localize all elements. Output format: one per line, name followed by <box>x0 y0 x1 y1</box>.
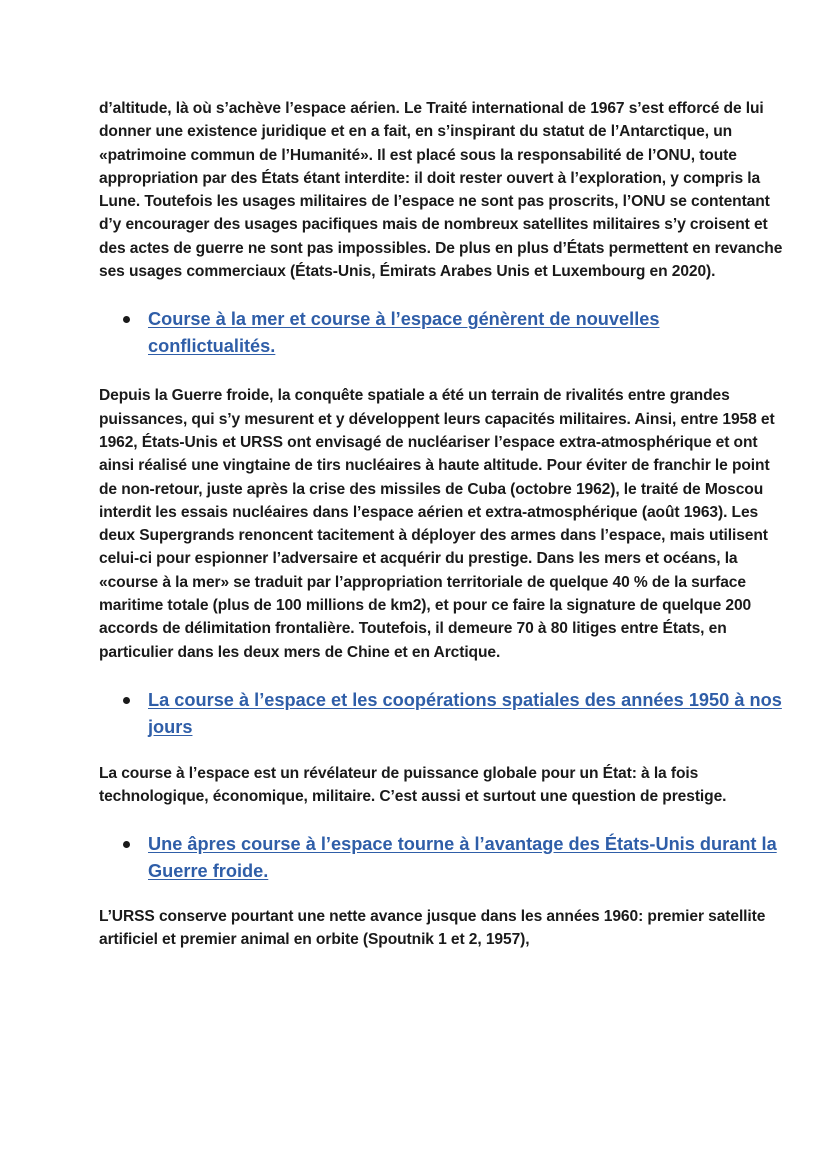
heading-bullet-conflicts[interactable] <box>99 306 788 360</box>
heading-link-space-race[interactable]: La course à l’espace et les coopérations spatiales des années 1950 à nos jours <box>148 689 782 737</box>
paragraph-space-treaty: d’altitude, là où s’achève l’espace aérien. Le Traité international de 1967 s’est efforcé de lui donner une existence juridique et en a fait, en s’inspirant du statut de l’Antarctique, un «patrimoine commun de l’Humanité». Il est placé sous la responsabilité de l’ONU, toute appropriation par des États étant interdite: il doit rester ouvert à l’exploration, y compris la Lune. Toutefois les usages militaires de l’espace ne sont pas proscrits, l’ONU se contentant d’y encourager des usages pacifiques mais de nombreux satellites militaires s’y croisent et des actes de guerre ne sont pas impossibles. De plus en plus d’États permettent en revanche ses usages commerciaux (États-Unis, Émirats Arabes Unis et Luxembourg en 2020). <box>99 100 783 281</box>
heading-bullet-us-advantage[interactable] <box>99 831 788 885</box>
paragraph-cold-war-rivalries: Depuis la Guerre froide, la conquête spatiale a été un terrain de rivalités entre grandes puissances, qui s’y mesurent et y développent leurs capacités militaires. Ainsi, entre 1958 et 1962, États-Unis et URSS ont envisagé de nucléariser l’espace extra-atmosphérique et ont ainsi réalisé une vingtaine de tirs nucléaires à haute altitude. Pour éviter de franchir le point de non-retour, juste après la crise des missiles de Cuba (octobre 1962), le traité de Moscou interdit les essais nucléaires dans l’espace aérien et extra-atmosphérique (août 1963). Les deux Supergrands renoncent tacitement à déployer des armes dans l’espace, mais utilisent celui-ci pour espionner l’adversaire et acquérir du prestige. Dans les mers et océans, la «course à la mer» se traduit par l’appropriation territoriale de quelque 40 % de la surface maritime totale (plus de 100 millions de km2), et pour ce faire la signature de quelque 200 accords de délimitation frontalière. Toutefois, il demeure 70 à 80 litiges entre États, en particulier dans les deux mers de Chine et en Arctique. <box>99 387 775 661</box>
bullet-dot-icon <box>123 697 130 704</box>
heading-link-conflicts[interactable]: Course à la mer et course à l’espace génèrent de nouvelles conflictualités. <box>148 309 660 357</box>
heading-bullet-space-race[interactable] <box>99 687 788 741</box>
paragraph-power-indicator: La course à l’espace est un révélateur de puissance globale pour un État: à la fois technologique, économique, militaire. C’est aussi et surtout une question de prestige. <box>99 764 727 806</box>
heading-link-us-advantage[interactable]: Une âpres course à l’espace tourne à l’avantage des États-Unis durant la Guerre froide. <box>148 833 777 881</box>
bullet-dot-icon <box>123 841 130 848</box>
paragraph-ussr-lead: L’URSS conserve pourtant une nette avance jusque dans les années 1960: premier satellite artificiel et premier animal en orbite (Spoutnik 1 et 2, 1957), <box>99 907 766 948</box>
bullet-dot-icon <box>123 316 130 323</box>
